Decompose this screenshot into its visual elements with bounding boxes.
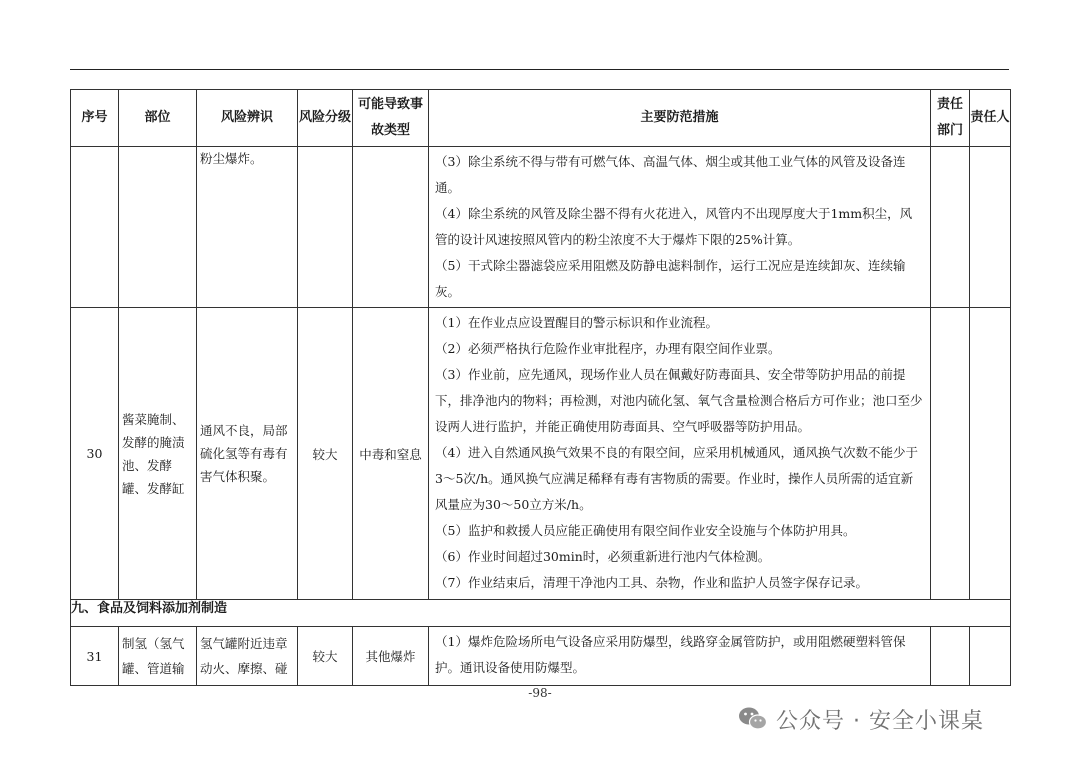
location-text: 制氢（氢气罐、管道输 xyxy=(122,636,185,676)
table-row xyxy=(71,627,1011,686)
section-row xyxy=(71,600,1011,627)
wechat-icon xyxy=(738,706,768,732)
risk-table xyxy=(70,89,1011,686)
watermark xyxy=(738,704,984,734)
location-text: 酱菜腌制、发酵的腌渍池、发酵罐、发酵缸 xyxy=(122,411,185,496)
header-accident: 可能导致事故类型 xyxy=(353,90,429,147)
measure-item: （7）作业结束后，清理干净池内工具、杂物，作业和监护人员签字保存记录。 xyxy=(435,575,868,590)
accident-type: 中毒和窒息 xyxy=(353,308,429,600)
measure-item: （2）必须严格执行危险作业审批程序，办理有限空间作业票。 xyxy=(435,341,781,356)
measures-list xyxy=(429,627,930,683)
measures-list xyxy=(429,308,930,598)
risk-text: 粉尘爆炸。 xyxy=(200,151,263,166)
page-number: -98- xyxy=(528,686,552,700)
header-row xyxy=(71,90,1011,147)
risk-text: 氢气罐附近违章动火、摩擦、碰 xyxy=(200,636,288,676)
risk-text: 通风不良，局部硫化氢等有毒有害气体积聚。 xyxy=(200,423,288,484)
top-rule xyxy=(70,69,1009,70)
watermark-text: 公众号 · 安全小课桌 xyxy=(776,708,984,734)
measure-item: （3）作业前，应先通风，现场作业人员在佩戴好防毒面具、安全带等防护用品的前提下，排净池内的物料；再检测，对池内硫化氢、氧气含量检测合格后方可作业；池口至少设两人进行监护，并能正确使用防毒面具、空气呼吸器等防护用品。 xyxy=(435,367,923,434)
measure-item: （1）爆炸危险场所电气设备应采用防爆型，线路穿金属管防护，或用阻燃硬塑料管保护。通讯设备使用防爆型。 xyxy=(435,634,906,675)
accident-type: 其他爆炸 xyxy=(353,627,429,686)
row-no: 31 xyxy=(71,627,119,686)
measure-item: （4）除尘系统的风管及除尘器不得有火花进入，风管内不出现厚度大于1mm积尘，风管的设计风速按照风管内的粉尘浓度不大于爆炸下限的25%计算。 xyxy=(435,206,913,247)
table-row xyxy=(71,308,1011,600)
table-row xyxy=(71,147,1011,308)
header-location: 部位 xyxy=(119,90,197,147)
risk-level: 较大 xyxy=(298,627,353,686)
header-dept: 责任部门 xyxy=(931,90,970,147)
measure-item: （4）进入自然通风换气效果不良的有限空间，应采用机械通风，通风换气次数不能少于3～5次/h。通风换气应满足稀释有毒有害物质的需要。作业时，操作人员所需的适宜新风量应为30～50立方米/h。 xyxy=(435,445,918,512)
measure-item: （3）除尘系统不得与带有可燃气体、高温气体、烟尘或其他工业气体的风管及设备连通。 xyxy=(435,154,906,195)
header-measures: 主要防范措施 xyxy=(429,90,931,147)
row-no: 30 xyxy=(71,308,119,600)
measure-item: （6）作业时间超过30min时，必须重新进行池内气体检测。 xyxy=(435,549,771,564)
header-level: 风险分级 xyxy=(298,90,353,147)
section-title: 九、食品及饲料添加剂制造 xyxy=(71,600,1011,627)
measure-item: （5）干式除尘器滤袋应采用阻燃及防静电滤料制作，运行工况应是连续卸灰、连续输灰。 xyxy=(435,258,906,299)
measure-item: （1）在作业点应设置醒目的警示标识和作业流程。 xyxy=(435,315,718,330)
measures-list xyxy=(429,147,930,307)
header-no: 序号 xyxy=(71,90,119,147)
risk-level: 较大 xyxy=(298,308,353,600)
header-person: 责任人 xyxy=(970,90,1011,147)
measure-item: （5）监护和救援人员应能正确使用有限空间作业安全设施与个体防护用具。 xyxy=(435,523,856,538)
header-risk: 风险辨识 xyxy=(197,90,298,147)
